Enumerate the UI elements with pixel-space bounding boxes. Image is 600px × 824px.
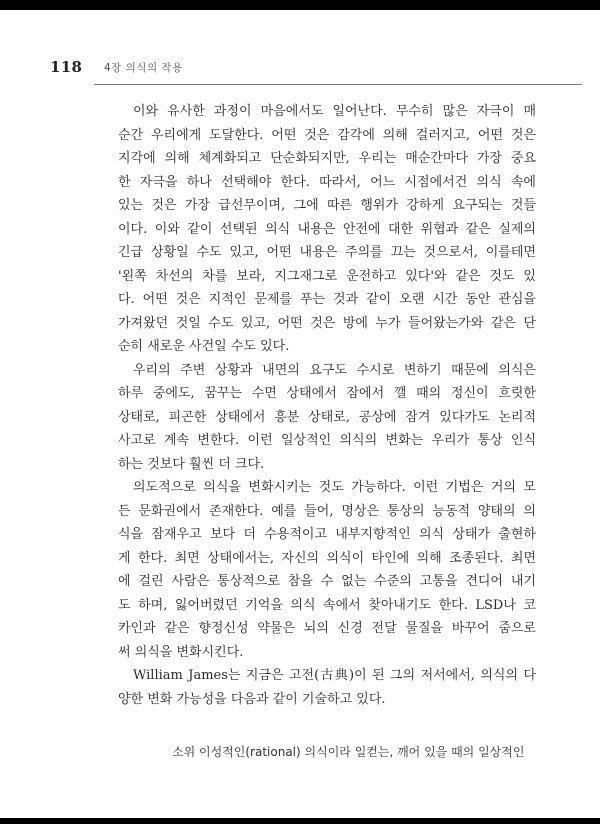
page-number: 118 — [50, 58, 83, 76]
text-line: 있는 것은 가장 급선무이며, 그에 따른 행위가 강하게 요구되는 것들 — [118, 198, 536, 213]
text-line: 사고로 계속 변한다. 이런 일상적인 의식의 변화는 우리가 통상 인식 — [118, 433, 536, 448]
text-line: '왼쪽 차선의 차를 보라, 지그재그로 운전하고 있다'와 같은 것도 있 — [118, 268, 536, 284]
paragraph — [118, 476, 536, 664]
text-line: William James는 지금은 고전(古典)이 된 그의 저서에서, 의식의 다 — [133, 668, 536, 683]
text-line: 의도적으로 의식을 변화시키는 것도 가능하다. 이런 기법은 거의 모 — [133, 480, 536, 495]
body-text — [118, 100, 536, 711]
paragraph — [118, 100, 536, 359]
text-line: 써 의식을 변화시킨다. — [118, 644, 244, 660]
running-head: 4장 의식의 작용 — [104, 62, 183, 74]
text-line: 지각에 의해 체계화되고 단순화되지만, 우리는 매순간마다 가장 중요 — [118, 151, 536, 166]
header-rule — [94, 84, 582, 85]
text-line: 든 문화권에서 존재한다. 예를 들어, 명상은 통상의 능동적 양태의 의 — [118, 503, 536, 519]
text-line: 하는 것보다 훨씬 더 크다. — [118, 456, 265, 472]
text-line: 이다. 이와 같이 선택된 의식 내용은 안전에 대한 위협과 같은 실제의 — [118, 221, 536, 237]
text-line: 이와 유사한 과정이 마음에서도 일어난다. 무수히 많은 자극이 매 — [133, 104, 536, 119]
text-line: 우리의 주변 상황과 내면의 요구도 수시로 변하기 때문에 의식은 — [133, 362, 536, 378]
text-line: 상태로, 피곤한 상태에서 흥분 상태로, 공상에 잠겨 있다가도 논리적 — [118, 409, 536, 425]
text-line: 가져왔던 것일 수도 있고, 어떤 것은 방에 누가 들어왔는가와 같은 단 — [118, 315, 536, 331]
paragraph — [118, 359, 536, 477]
text-line: 긴급 상황일 수도 있고, 어떤 내용은 주의를 끄는 것으로서, 이를테면 — [118, 245, 536, 260]
paragraph — [118, 664, 536, 711]
book-page — [0, 10, 600, 818]
text-line: 게 한다. 최면 상태에서는, 자신의 의식이 타인에 의해 조종된다. 최면 — [118, 550, 536, 566]
text-line: 하루 중에도, 꿈꾸는 수면 상태에서 잠에서 깰 때의 정신이 흐릿한 — [118, 386, 536, 401]
page-header — [50, 52, 532, 82]
quote-line: 소위 이성적인(rational) 의식이라 일컫는, 깨어 있을 때의 일상적인 — [172, 745, 525, 759]
text-line: 다. 어떤 것은 지적인 문제를 푸는 것과 같이 오랜 시간 동안 관심을 — [118, 292, 536, 307]
text-line: 양한 변화 가능성을 다음과 같이 기술하고 있다. — [118, 691, 386, 707]
text-line: 한 자극을 하나 선택해야 한다. 따라서, 어느 시점에서건 의식 속에 — [118, 174, 536, 190]
text-line: 에 걸린 사람은 통상적으로 참을 수 없는 수준의 고통을 견디어 내기 — [118, 574, 536, 589]
text-line: 식을 잠재우고 보다 더 수용적이고 내부지향적인 의식 상태가 출현하 — [118, 527, 536, 542]
text-line: 카인과 같은 향정신성 약물은 뇌의 신경 전달 물질을 바꾸어 줌으로 — [118, 621, 536, 636]
text-line: 도 하며, 잃어버렸던 기억을 의식 속에서 찾아내기도 한다. LSD나 코 — [118, 597, 536, 613]
text-line: 순히 새로운 사건일 수도 있다. — [118, 339, 290, 354]
text-line: 순간 우리에게 도달한다. 어떤 것은 감각에 의해 걸러지고, 어떤 것은 — [118, 127, 536, 143]
